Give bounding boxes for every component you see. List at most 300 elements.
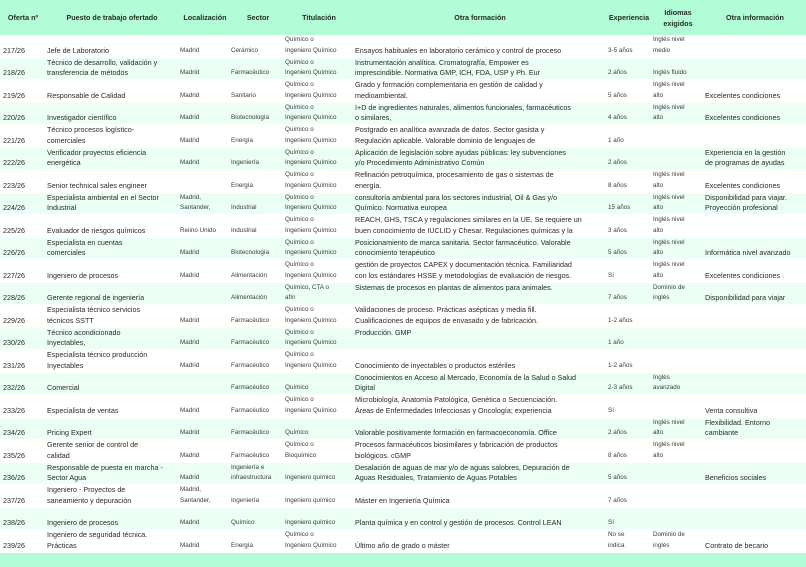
cell-otra-informacion xyxy=(705,395,805,416)
cell-localizacion-line xyxy=(180,383,230,394)
cell-sector-line: Biotecnología xyxy=(231,249,270,256)
cell-experiencia-line: No se xyxy=(608,531,625,538)
cell-otra-informacion-line: de programas de ayudas xyxy=(705,158,785,167)
cell-experiencia-line xyxy=(608,350,650,361)
cell-titulacion-line: Químico o xyxy=(285,238,314,246)
cell-idiomas-line: alto xyxy=(653,249,664,256)
cell-experiencia xyxy=(608,530,650,551)
table-row[interactable] xyxy=(0,418,806,439)
cell-puesto xyxy=(47,193,177,214)
cell-titulacion-line: Ingeniero Químico xyxy=(285,204,337,211)
table-row[interactable] xyxy=(0,170,806,191)
cell-titulacion-line: Químico xyxy=(285,384,309,391)
cell-otra-formacion-line: Áreas de Enfermedades Infecciosas y Oncología; experiencia xyxy=(355,405,552,415)
cell-localizacion xyxy=(180,215,230,236)
cell-puesto-line: Pricing Expert xyxy=(47,428,92,437)
cell-otra-formacion xyxy=(355,440,605,461)
cell-titulacion-line: Ingeniero Químico xyxy=(285,91,337,99)
cell-titulacion xyxy=(285,373,353,394)
cell-otra-informacion-line xyxy=(705,215,805,226)
cell-localizacion-line: Santander, xyxy=(180,204,211,211)
cell-sector-line xyxy=(231,350,283,361)
cell-otra-formacion-line: Postgrado en analítica avanzada de datos. Sector gasista y xyxy=(355,125,545,134)
cell-otra-informacion-line: Proyección profesional xyxy=(705,203,778,212)
cell-puesto-line: Responsable de puesta en marcha - xyxy=(47,462,163,472)
cell-oferta xyxy=(3,58,45,79)
cell-localizacion-line xyxy=(180,508,230,519)
cell-otra-informacion-line xyxy=(705,103,805,114)
cell-otra-formacion xyxy=(355,35,605,56)
cell-puesto-line: Sector Agua xyxy=(47,473,87,482)
cell-idiomas xyxy=(653,305,701,326)
cell-puesto-line: Técnico procesos logístico- xyxy=(47,125,135,134)
table-row[interactable] xyxy=(0,373,806,394)
cell-otra-formacion-line: medioambiental. xyxy=(355,90,408,100)
cell-experiencia xyxy=(608,508,650,529)
cell-sector-line xyxy=(231,148,283,159)
offer-number: 235/26 xyxy=(3,450,25,460)
cell-titulacion-line: Ingeniero Químico xyxy=(285,226,337,234)
cell-sector-line: Ingeniería xyxy=(231,496,260,504)
cell-titulacion-line: Químico o xyxy=(285,81,314,88)
cell-titulacion-line: Químico o xyxy=(285,531,314,538)
cell-titulacion-line xyxy=(285,463,353,474)
cell-puesto xyxy=(47,328,177,349)
cell-otra-formacion-line: Validaciones de proceso. Prácticas asépticas y media fill. xyxy=(355,305,537,314)
cell-otra-informacion-line xyxy=(705,136,805,147)
cell-experiencia-line: 3-5 años xyxy=(608,46,633,54)
cell-titulacion xyxy=(285,148,353,169)
cell-puesto-line: Senior technical sales engineer xyxy=(47,180,147,190)
cell-idiomas-line: Inglés nivel xyxy=(653,81,685,88)
offer-number: 221/26 xyxy=(3,135,25,145)
cell-idiomas-line xyxy=(653,148,701,159)
cell-sector xyxy=(231,260,283,281)
cell-localizacion xyxy=(180,395,230,416)
cell-titulacion-line: Químico o xyxy=(285,328,314,336)
cell-localizacion-line: Madrid xyxy=(180,114,200,121)
cell-experiencia-line xyxy=(608,260,650,271)
cell-experiencia xyxy=(608,328,650,349)
cell-sector xyxy=(231,238,283,259)
cell-sector xyxy=(231,125,283,146)
cell-localizacion-line xyxy=(180,181,230,192)
cell-idiomas xyxy=(653,58,701,79)
cell-localizacion xyxy=(180,283,230,304)
cell-sector-line: Ingeniería e xyxy=(231,463,265,471)
cell-experiencia-line xyxy=(608,215,650,226)
cell-experiencia-line: 5 años xyxy=(608,91,627,99)
cell-otra-formacion xyxy=(355,305,605,326)
cell-otra-formacion-line: buen conocimiento de IUCLID y Chesar. Regulaciones químicas y la xyxy=(355,225,573,235)
cell-idiomas xyxy=(653,328,701,349)
cell-otra-formacion-line: I+D de ingredientes naturales, alimentos funcionales, farmacéuticos xyxy=(355,102,571,112)
table-row[interactable] xyxy=(0,125,806,146)
cell-localizacion-line xyxy=(180,530,230,541)
cell-puesto-line: Verificador proyectos eficiencia xyxy=(47,147,147,157)
header-titulacion: Titulación xyxy=(302,13,336,22)
cell-puesto-line: Especialista técnico servicios xyxy=(47,305,141,314)
cell-sector xyxy=(231,373,283,394)
cell-localizacion-line: Madrid xyxy=(180,541,200,549)
cell-sector-line: Cerámico xyxy=(231,46,258,54)
cell-experiencia-line xyxy=(608,80,650,91)
cell-idiomas-line: Dominio de xyxy=(653,531,685,538)
cell-idiomas xyxy=(653,148,701,169)
cell-otra-informacion-line: Venta consultiva xyxy=(705,405,758,415)
cell-sector-line xyxy=(231,215,283,226)
cell-idiomas-line: Inglés nivel xyxy=(653,261,685,268)
cell-idiomas-line: alto xyxy=(653,91,664,99)
cell-idiomas-line: Inglés fluido xyxy=(653,69,687,76)
cell-oferta xyxy=(3,193,45,214)
cell-otra-formacion-line: o similares, xyxy=(355,113,392,122)
cell-experiencia-line: Sí xyxy=(608,406,614,414)
cell-puesto-line: comerciales xyxy=(47,248,86,257)
cell-puesto-line: Comercial xyxy=(47,383,80,392)
cell-puesto-line: Técnico acondicionado xyxy=(47,327,121,337)
cell-puesto-line: Prácticas xyxy=(47,540,77,550)
cell-titulacion xyxy=(285,350,353,371)
cell-otra-informacion xyxy=(705,80,805,101)
cell-oferta xyxy=(3,35,45,56)
cell-puesto xyxy=(47,283,177,304)
cell-otra-formacion xyxy=(355,328,605,349)
cell-titulacion xyxy=(285,463,353,484)
cell-oferta xyxy=(3,463,45,484)
cell-otra-formacion-line xyxy=(355,485,605,496)
cell-sector-line: Químico xyxy=(231,519,255,526)
table-row[interactable] xyxy=(0,283,806,304)
cell-idiomas-line xyxy=(653,58,701,69)
table-row[interactable] xyxy=(0,193,806,214)
cell-idiomas-line: alto xyxy=(653,181,664,189)
header-localizacion: Localización xyxy=(183,13,227,22)
cell-puesto-line: energética xyxy=(47,158,81,167)
cell-idiomas-line: alto xyxy=(653,429,664,436)
cell-otra-informacion-line: Contrato de becario xyxy=(705,540,769,550)
header-puesto: Puesto de trabajo ofertado xyxy=(66,13,158,22)
table-row[interactable] xyxy=(0,395,806,416)
cell-otra-formacion-line xyxy=(355,508,605,519)
cell-otra-informacion-line: Disponibilidad para viajar. xyxy=(705,192,787,202)
cell-otra-informacion-line: Experiencia en la gestión xyxy=(705,147,786,157)
cell-titulacion xyxy=(285,508,353,529)
cell-otra-formacion xyxy=(355,283,605,304)
cell-otra-informacion xyxy=(705,328,805,349)
cell-otra-formacion-line: biológicos. cGMP xyxy=(355,450,411,460)
cell-puesto xyxy=(47,508,177,529)
cell-puesto-line xyxy=(47,395,177,406)
cell-idiomas-line xyxy=(653,338,701,349)
cell-puesto xyxy=(47,418,177,439)
cell-localizacion xyxy=(180,530,230,551)
cell-localizacion xyxy=(180,418,230,439)
cell-sector xyxy=(231,350,283,371)
cell-puesto-line xyxy=(47,170,177,181)
cell-titulacion xyxy=(285,283,353,304)
cell-titulacion xyxy=(285,80,353,101)
cell-otra-informacion xyxy=(705,283,805,304)
cell-sector-line xyxy=(231,485,283,496)
cell-sector-line: Industrial xyxy=(231,204,257,211)
cell-oferta xyxy=(3,103,45,124)
cell-experiencia-line: 1 año xyxy=(608,136,624,144)
cell-experiencia xyxy=(608,238,650,259)
cell-titulacion-line: Químico o xyxy=(285,216,314,223)
cell-localizacion-line xyxy=(180,373,230,384)
cell-localizacion-line: Madrid xyxy=(180,271,200,279)
cell-localizacion-line: Madrid xyxy=(180,406,200,414)
cell-localizacion-line: Madrid xyxy=(180,249,200,256)
cell-titulacion-line xyxy=(285,485,353,496)
cell-otra-formacion-line xyxy=(355,530,605,541)
cell-idiomas-line xyxy=(653,125,701,136)
cell-localizacion-line: Madrid xyxy=(180,361,200,369)
cell-puesto xyxy=(47,170,177,191)
cell-puesto-line xyxy=(47,260,177,271)
table-footer-bar xyxy=(0,553,806,567)
cell-oferta xyxy=(3,80,45,101)
cell-puesto-line: saneamiento y depuración xyxy=(47,495,132,505)
cell-idiomas xyxy=(653,35,701,56)
cell-titulacion-line: Químico o xyxy=(285,351,314,358)
cell-idiomas-line xyxy=(653,328,701,339)
offer-number: 219/26 xyxy=(3,90,25,100)
table-row[interactable] xyxy=(0,58,806,79)
cell-otra-informacion xyxy=(705,35,805,56)
table-row[interactable] xyxy=(0,80,806,101)
cell-experiencia xyxy=(608,350,650,371)
cell-oferta xyxy=(3,283,45,304)
cell-localizacion-line xyxy=(180,418,230,429)
table-row[interactable] xyxy=(0,103,806,124)
cell-oferta xyxy=(3,395,45,416)
table-row[interactable] xyxy=(0,485,806,506)
table-row[interactable] xyxy=(0,305,806,326)
table-row[interactable] xyxy=(0,463,806,484)
cell-experiencia xyxy=(608,260,650,281)
cell-idiomas-line xyxy=(653,316,701,327)
cell-localizacion xyxy=(180,35,230,56)
cell-experiencia xyxy=(608,193,650,214)
cell-experiencia xyxy=(608,35,650,56)
cell-experiencia-line xyxy=(608,58,650,69)
cell-idiomas-line xyxy=(653,350,701,361)
cell-puesto-line: Especialista en cuentas xyxy=(47,237,123,247)
offer-number: 232/26 xyxy=(3,383,25,392)
cell-titulacion-line: Ingeniero químico xyxy=(285,474,336,481)
cell-oferta xyxy=(3,305,45,326)
cell-sector-line xyxy=(231,125,283,136)
cell-puesto xyxy=(47,485,177,506)
cell-otra-formacion-line: Sistemas de procesos en plantas de alimentos para animales. xyxy=(355,282,553,292)
cell-titulacion-line: Ingeniero Químico xyxy=(285,159,337,166)
table-row[interactable] xyxy=(0,508,806,529)
cell-sector-line: Ingeniería xyxy=(231,159,260,166)
offer-number: 229/26 xyxy=(3,315,25,325)
cell-otra-informacion xyxy=(705,260,805,281)
cell-sector-line xyxy=(231,395,283,406)
cell-puesto xyxy=(47,440,177,461)
cell-experiencia-line: 2 años xyxy=(608,429,627,436)
cell-experiencia-line xyxy=(608,418,650,429)
cell-experiencia-line: 2 años xyxy=(608,159,627,166)
cell-otra-informacion-line xyxy=(705,238,805,249)
cell-sector-line: Sanitario xyxy=(231,91,256,99)
table-row[interactable] xyxy=(0,238,806,259)
cell-idiomas-line xyxy=(653,473,701,484)
cell-experiencia-line: 3 años xyxy=(608,226,627,234)
cell-otra-formacion-line: con los estándares HSSE y metodologías de evaluación de riesgos. xyxy=(355,270,572,280)
offer-number: 233/26 xyxy=(3,405,25,415)
cell-experiencia xyxy=(608,463,650,484)
cell-localizacion xyxy=(180,58,230,79)
table-row[interactable] xyxy=(0,215,806,236)
header-sector: Sector xyxy=(246,13,270,22)
cell-localizacion xyxy=(180,125,230,146)
cell-oferta xyxy=(3,170,45,191)
cell-sector-line: Farmacéutico xyxy=(231,384,270,391)
cell-titulacion xyxy=(285,170,353,191)
cell-experiencia xyxy=(608,58,650,79)
cell-otra-formacion-line: energía. xyxy=(355,180,382,190)
cell-titulacion-line: Químico o xyxy=(285,126,314,133)
cell-otra-informacion-line xyxy=(705,451,805,462)
cell-titulacion-line: Químico o xyxy=(285,193,314,201)
cell-experiencia-line xyxy=(608,440,650,451)
cell-idiomas-line: Inglés nivel xyxy=(653,103,685,111)
offer-number: 224/26 xyxy=(3,203,25,212)
cell-otra-formacion xyxy=(355,350,605,371)
cell-otra-informacion-line xyxy=(705,283,805,294)
cell-otra-formacion-line xyxy=(355,35,605,46)
table-row[interactable] xyxy=(0,148,806,169)
cell-experiencia-line: Sí xyxy=(608,271,614,279)
cell-titulacion-line: Ingeniero Químico xyxy=(285,316,337,324)
cell-experiencia xyxy=(608,80,650,101)
cell-otra-informacion xyxy=(705,418,805,439)
cell-otra-informacion-line xyxy=(705,518,805,529)
cell-experiencia-line xyxy=(608,283,650,294)
cell-idiomas xyxy=(653,373,701,394)
cell-puesto-line xyxy=(47,35,177,46)
cell-otra-formacion-line: y/o Procedimiento Administrativo Común xyxy=(355,158,485,167)
cell-localizacion xyxy=(180,103,230,124)
cell-titulacion-line: Ingeniero Químico xyxy=(285,406,337,414)
cell-otra-informacion xyxy=(705,305,805,326)
cell-sector xyxy=(231,440,283,461)
cell-otra-informacion xyxy=(705,440,805,461)
cell-experiencia-line xyxy=(608,463,650,474)
cell-idiomas-line xyxy=(653,496,701,507)
cell-otra-formacion-line: Planta química y en control y gestión de procesos. Control LEAN xyxy=(355,518,562,527)
cell-titulacion xyxy=(285,395,353,416)
cell-sector xyxy=(231,485,283,506)
cell-otra-informacion xyxy=(705,350,805,371)
cell-sector xyxy=(231,80,283,101)
cell-titulacion-line xyxy=(285,508,353,519)
cell-otra-informacion-line xyxy=(705,170,805,181)
cell-titulacion xyxy=(285,328,353,349)
cell-otra-formacion-line: Aplicación de legislación sobre ayudas públicas: ley subvenciones xyxy=(355,147,566,157)
cell-sector-line: Farmacéutico xyxy=(231,406,270,414)
cell-idiomas-line: Inglés nivel xyxy=(653,441,685,448)
cell-experiencia-line: 2-3 años xyxy=(608,384,633,391)
table-row[interactable] xyxy=(0,260,806,281)
cell-puesto-line: Especialista de ventas xyxy=(47,405,119,415)
cell-puesto-line: Industrial xyxy=(47,203,77,212)
cell-localizacion xyxy=(180,148,230,169)
offer-number: 236/26 xyxy=(3,473,25,482)
cell-idiomas xyxy=(653,215,701,236)
cell-localizacion-line: Madrid xyxy=(180,429,200,436)
cell-titulacion xyxy=(285,35,353,56)
cell-otra-formacion xyxy=(355,80,605,101)
cell-localizacion-line xyxy=(180,305,230,316)
cell-otra-informacion xyxy=(705,125,805,146)
offer-number: 220/26 xyxy=(3,113,25,122)
cell-puesto-line: Gerente senior de control de xyxy=(47,440,139,449)
cell-oferta xyxy=(3,440,45,461)
cell-titulacion-line: Químico o xyxy=(285,103,314,111)
cell-sector-line xyxy=(231,58,283,69)
cell-sector-line xyxy=(231,80,283,91)
cell-puesto-line: comerciales xyxy=(47,135,86,145)
cell-otra-formacion xyxy=(355,418,605,439)
cell-oferta xyxy=(3,485,45,506)
offer-number: 227/26 xyxy=(3,270,25,280)
cell-sector-line: Farmacéutico xyxy=(231,429,270,436)
cell-otra-informacion-line xyxy=(705,260,805,271)
cell-experiencia xyxy=(608,395,650,416)
cell-otra-formacion-line: Producción. GMP xyxy=(355,327,412,337)
cell-otra-informacion xyxy=(705,58,805,79)
table-row[interactable] xyxy=(0,350,806,371)
cell-localizacion-line: Madrid xyxy=(180,519,200,526)
cell-titulacion-line: Químico o xyxy=(285,441,314,448)
cell-idiomas-line xyxy=(653,485,701,496)
cell-titulacion-line: Químico o xyxy=(285,148,314,156)
cell-oferta xyxy=(3,260,45,281)
cell-localizacion xyxy=(180,328,230,349)
cell-experiencia-line xyxy=(608,238,650,249)
cell-sector-line xyxy=(231,418,283,429)
table-row[interactable] xyxy=(0,35,806,56)
cell-titulacion-line: Químico o xyxy=(285,36,314,43)
cell-titulacion-line: Químico o xyxy=(285,396,314,403)
cell-localizacion xyxy=(180,260,230,281)
cell-otra-formacion-line: gestión de proyectos CAPEX y documentación técnica. Familiaridad xyxy=(355,260,572,269)
cell-idiomas xyxy=(653,508,701,529)
table-row[interactable] xyxy=(0,328,806,349)
cell-idiomas-line: alto xyxy=(653,204,664,211)
cell-sector-line: Farmacéutico xyxy=(231,69,270,76)
cell-otra-formacion-line: Instrumentación analítica. Cromatografía, Empower es xyxy=(355,57,529,67)
cell-experiencia-line xyxy=(608,395,650,406)
table-row[interactable] xyxy=(0,530,806,551)
cell-oferta xyxy=(3,530,45,551)
cell-localizacion-line: Madrid xyxy=(180,91,200,99)
cell-titulacion-line: Ingeniero Químico xyxy=(285,136,337,144)
offer-number: 217/26 xyxy=(3,45,25,55)
cell-otra-formacion-line: Conocimiento de inyectables o productos estériles xyxy=(355,360,516,370)
cell-otra-formacion-line: Cualificaciones de equipos de envasado y de fabricación. xyxy=(355,315,539,325)
cell-puesto-line: transferencia de métodos xyxy=(47,68,129,77)
cell-otra-informacion-line xyxy=(705,58,805,69)
table-row[interactable] xyxy=(0,440,806,461)
cell-puesto-line: Ingeniero de procesos xyxy=(47,270,119,280)
